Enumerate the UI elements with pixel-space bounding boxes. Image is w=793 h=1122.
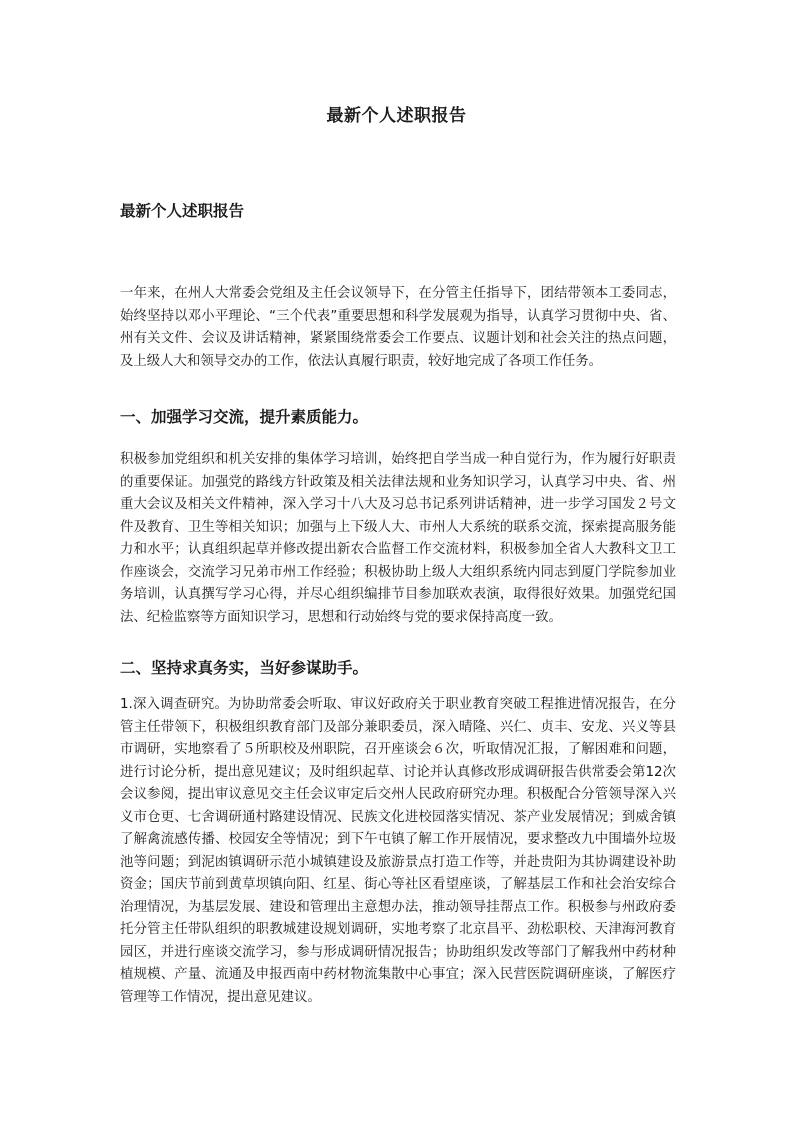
section-body-2: 1.深入调查研究。为协助常委会听取、审议好政府关于职业教育突破工程推进情况报告，在分管主任带领下，积极组织教育部门及部分兼职委员，深入晴隆、兴仁、贞丰、安龙、兴义等县市调研，实地察看了５所职校及州职院，召开座谈会６次，听取情况汇报，了解困难和问题，进行讨论分析，提出意见建议；及时组织起草、讨论并认真修改形成调研报告供常委会第12次会议参阅，提出审议意见交主任会议审定后交州人民政府研究办理。积极配合分管领导深入兴义市仓更、七舍调研通村路建设情况、民族文化进校园落实情况、茶产业发展情况；到威舍镇了解禽流感传播、校园安全等情况；到下午屯镇了解工作开展情况，要求整改九中围墙外垃圾池等问题；到泥凼镇调研示范小城镇建设及旅游景点打造工作等，并赴贵阳为其协调建设补助资金；国庆节前到黄草坝镇向阳、红星、街心等社区看望座谈，了解基层工作和社会治安综合治理情况，为基层发展、建设和管理出主意想办法，推动领导挂帮点工作。积极参与州政府委托分管主任带队组织的职教城建设规划调研，实地考察了北京昌平、劲松职校、天津海河教育园区，并进行座谈交流学习，参与形成调研情况报告；协助组织发改等部门了解我州中药材种植规模、产量、流通及申报西南中药材物流集散中心事宜；深入民营医院调研座谈，了解医疗管理等工作情况，提出意见建议。 [120,697,676,1005]
section-body-1: 积极参加党组织和机关安排的集体学习培训，始终把自学当成一种自觉行为，作为履行好职责的重要保证。加强党的路线方针政策及相关法律法规和业务知识学习，认真学习中央、省、州重大会议及相关文件精神，深入学习十八大及习总书记系列讲话精神，进一步学习国发２号文件及教育、卫生等相关知识；加强与上下级人大、市州人大系统的联系交流，探索提高服务能力和水平；认真组织起草并修改提出新农合监督工作交流材料，积极参加全省人大教科文卫工作座谈会，交流学习兄弟市州工作经验；积极协助上级人大组织系统内同志到厦门学院参加业务培训，认真撰写学习心得，并尽心组织编排节目参加联欢表演，取得很好效果。加强党纪国法、纪检监察等方面知识学习，思想和行动始终与党的要求保持高度一致。 [120,452,676,625]
intro-paragraph: 一年来，在州人大常委会党组及主任会议领导下，在分管主任指导下，团结带领本工委同志，始终坚持以邓小平理论、“三个代表”重要思想和科学发展观为指导，认真学习贯彻中央、省、州有关文件、会议及讲话精神，紧紧围绕常委会工作要点、议题计划和社会关注的热点问题，及上级人大和领导交办的工作，依法认真履行职责，较好地完成了各项工作任务。 [120,286,676,369]
document-title: 最新个人述职报告 [326,106,467,126]
section-heading-2: 二、坚持求真务实，当好参谋助手。 [120,659,369,677]
section-heading-1: 一、加强学习交流，提升素质能力。 [120,408,369,426]
document-subtitle: 最新个人述职报告 [120,201,245,220]
